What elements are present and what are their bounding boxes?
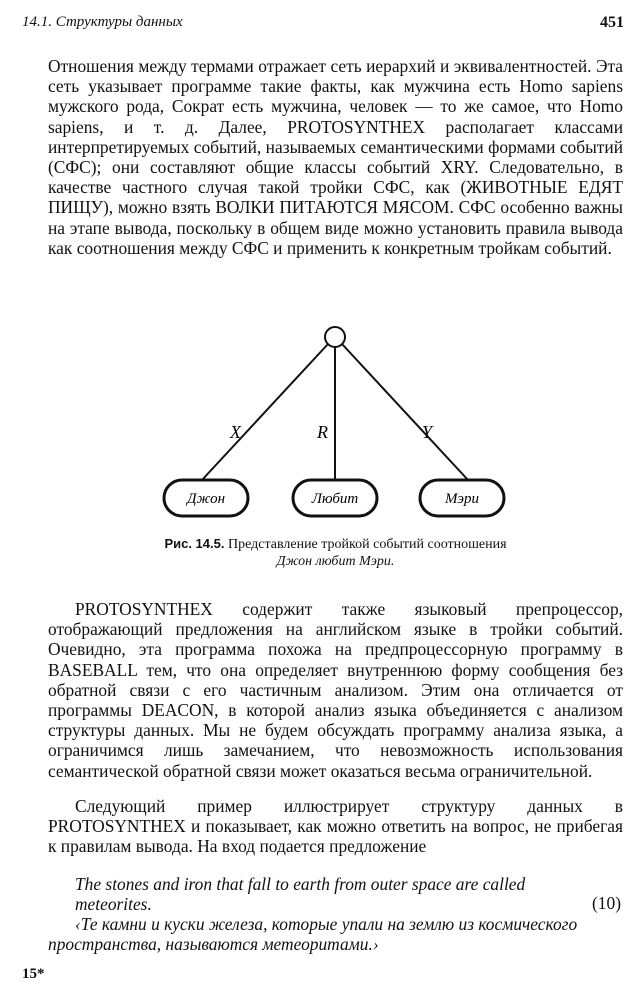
node-label-subject: Джон <box>186 491 226 507</box>
figure-caption <box>48 535 623 570</box>
edge-label-x: X <box>230 422 241 442</box>
page-number: 451 <box>600 14 624 31</box>
caption-label: Рис. 14.5. <box>164 536 225 551</box>
running-header <box>22 14 624 38</box>
signature-mark: 15* <box>22 966 45 982</box>
paragraph-example-intro: Следующий пример иллюстрирует структуру данных в PROTOSYNTHEX и показывает, как можно ответить на вопрос, не прибегая к правилам вывода. На вход подается предложение <box>48 796 623 857</box>
node-label-relation: Любит <box>311 491 359 507</box>
edge-label-r: R <box>317 422 328 442</box>
edge-label-y: Y <box>422 422 433 442</box>
example-sentence-english: The stones and iron that fall to earth from outer space are called meteorites. <box>75 874 526 915</box>
edge-y <box>342 344 468 480</box>
paragraph-hierarchy-network: Отношения между термами отражает сеть иерархий и эквивалентностей. Эта сеть указывает программе такие факты, как мужчина есть Homo sapiens мужского рода, Сократ есть мужчина, человек — то же самое, что Homo sapiens, и т. д. Далее, PROTOSYNTHEX располагает классами интерпретируемых событий, называемых семантическими формами событий (СФС); они составляют общие классы событий XRY. Следовательно, в качестве частного случая такой тройки СФС, как (ЖИВОТНЫЕ ЕДЯТ ПИЩУ), можно взять ВОЛКИ ПИТАЮТСЯ МЯСОМ. СФС особенно важны на этапе вывода, поскольку в общем виде можно установить правила вывода как соотношения между СФС и применить к конкретным тройкам событий. <box>48 56 623 258</box>
equation-number: (10) <box>592 893 621 913</box>
figure-event-triple <box>150 322 530 532</box>
section-title: 14.1. Структуры данных <box>22 14 183 30</box>
caption-line2: Джон любит Мэри. <box>276 554 395 569</box>
edge-x <box>202 344 328 480</box>
example-sentence-russian: ‹Те камни и куски железа, которые упали на землю из космического пространства, называются метеоритами.› <box>48 914 578 955</box>
caption-line1: Представление тройкой событий соотношения <box>227 537 507 552</box>
node-label-object: Мэри <box>444 491 480 507</box>
paragraph-preprocessor: PROTOSYNTHEX содержит также языковый препроцессор, отображающий предложения на английском языке в тройки событий. Очевидно, эта программа похожа на предпроцессорную программу в BASEBALL тем, что она определяет внутреннюю форму сообщения без обратной связи с его частичным анализом. Этим она отличается от программы DEACON, в которой анализ языка объединяется с анализом структуры данных. Мы не будем обсуждать программу анализа языка, а ограничимся лишь замечанием, что невозможность использования семантической обратной связи может оказаться весьма ограничительной. <box>48 599 623 781</box>
triple-diagram <box>150 322 530 532</box>
